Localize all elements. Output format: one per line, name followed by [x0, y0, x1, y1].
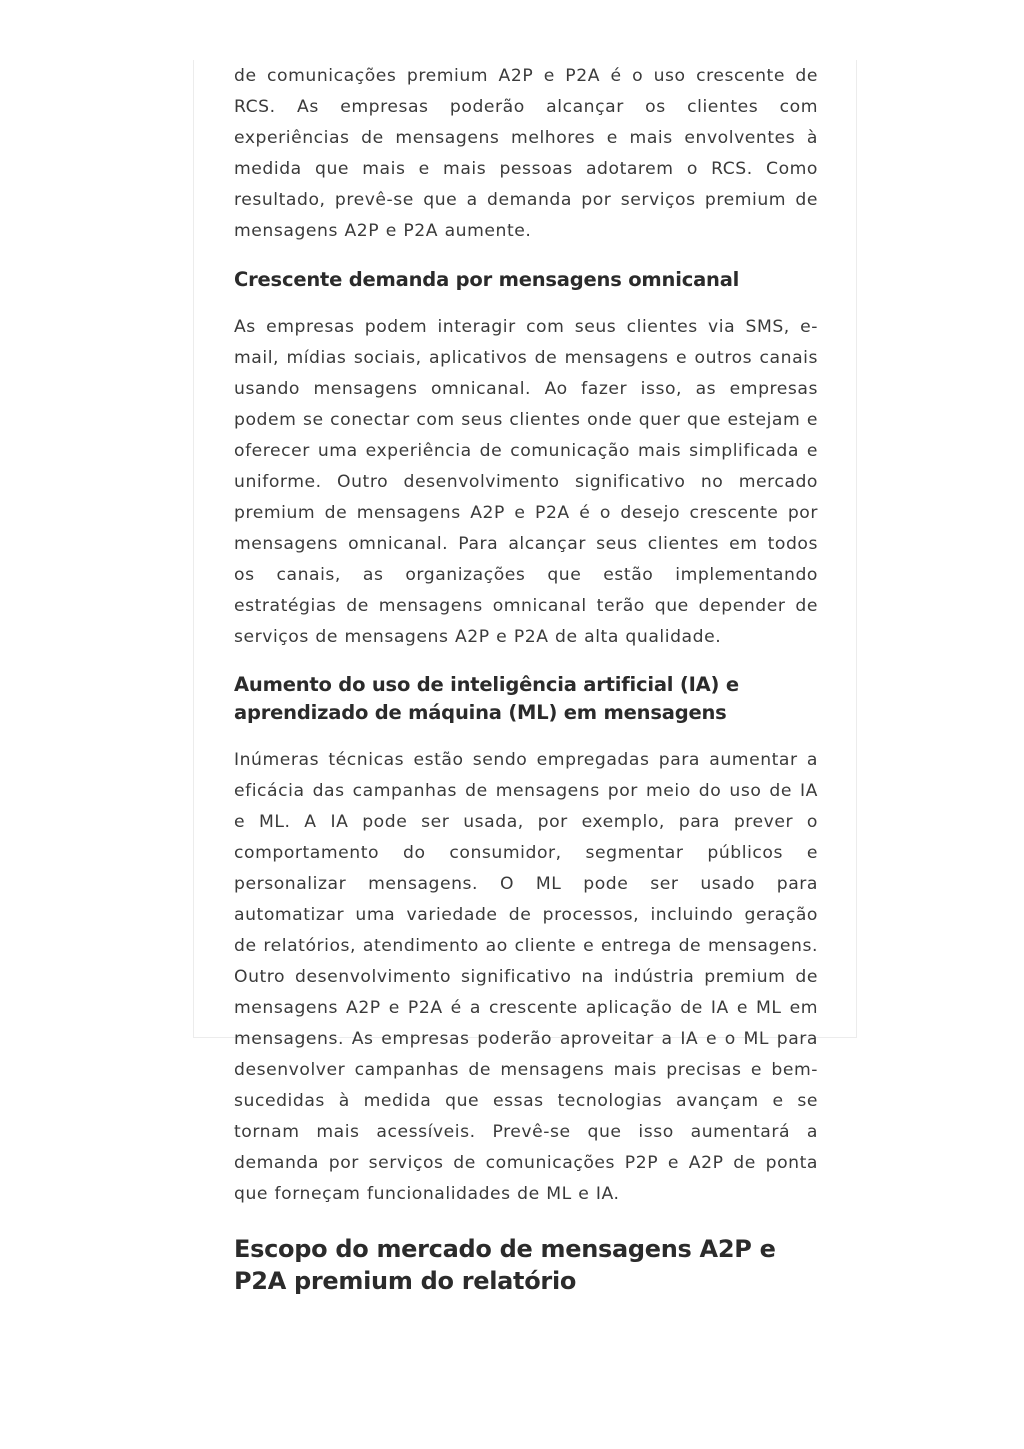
paragraph-omnichannel: As empresas podem interagir com seus clientes via SMS, e-mail, mídias sociais, aplicativos de mensagens e outros canais usando mensagens omnicanal. Ao fazer isso, as empresas podem se conectar com seus clientes onde quer que estejam e oferecer uma experiência de comunicação mais simplificada e uniforme. Outro desenvolvimento significativo no mercado premium de mensagens A2P e P2A é o desejo crescente por mensagens omnicanal. Para alcançar seus clientes em todos os canais, as organizações que estão implementando estratégias de mensagens omnicanal terão que depender de serviços de mensagens A2P e P2A de alta qualidade.	[234, 317, 818, 647]
heading-omnichannel-demand: Crescente demanda por mensagens omnicanal	[234, 268, 740, 291]
article-card	[193, 60, 857, 1295]
paragraph-ai-ml: Inúmeras técnicas estão sendo empregadas para aumentar a eficácia das campanhas de mensagens por meio do uso de IA e ML. A IA pode ser usada, por exemplo, para prever o comportamento do consumidor, segmentar públicos e personalizar mensagens. O ML pode ser usado para automatizar uma variedade de processos, incluindo geração de relatórios, atendimento ao cliente e entrega de mensagens. Outro desenvolvimento significativo na indústria premium de mensagens A2P e P2A é a crescente aplicação de IA e ML em mensagens. As empresas poderão aproveitar a IA e o ML para desenvolver campanhas de mensagens mais precisas e bem-sucedidas à medida que essas tecnologias avançam e se tornam mais acessíveis. Prevê-se que isso aumentará a demanda por serviços de comunicações P2P e A2P de ponta que forneçam funcionalidades de ML e IA.	[234, 750, 818, 1204]
heading-report-scope: Escopo do mercado de mensagens A2P e P2A premium do relatório	[234, 1235, 776, 1295]
article-content	[234, 60, 818, 1297]
paragraph-rcs: de comunicações premium A2P e P2A é o uso crescente de RCS. As empresas poderão alcançar os clientes com experiências de mensagens melhores e mais envolventes à medida que mais e mais pessoas adotarem o RCS. Como resultado, prevê-se que a demanda por serviços premium de mensagens A2P e P2A aumente.	[234, 66, 818, 241]
heading-ai-ml-usage: Aumento do uso de inteligência artificial (IA) e aprendizado de máquina (ML) em mensagens	[234, 673, 739, 724]
